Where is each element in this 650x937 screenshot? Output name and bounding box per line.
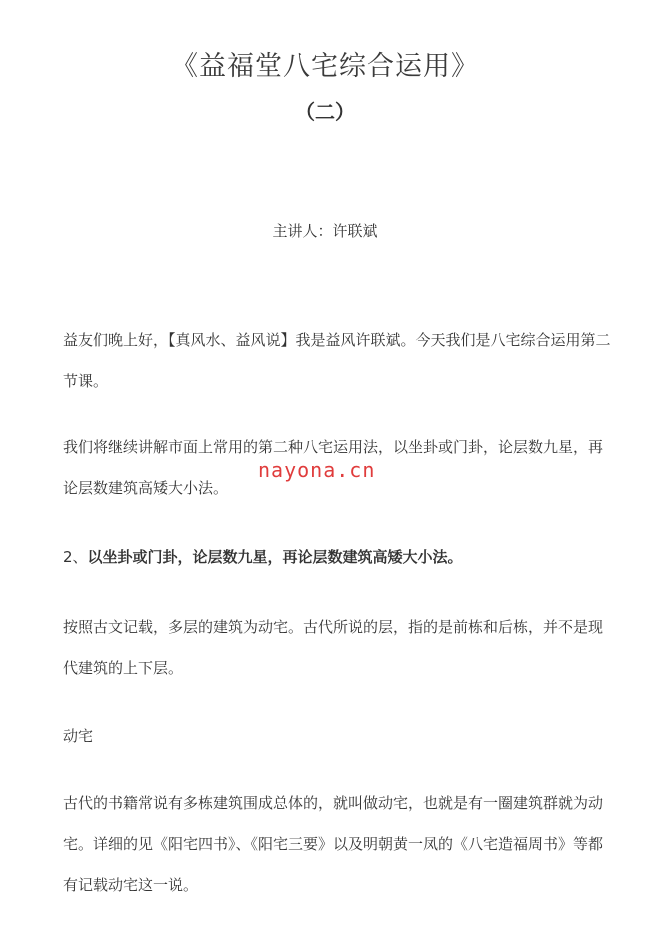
document-subtitle: （二） bbox=[295, 100, 355, 124]
section-heading-number: 2、 bbox=[63, 548, 88, 566]
section-heading bbox=[63, 537, 613, 578]
paragraph-dongzhai-label: 动宅 bbox=[63, 727, 94, 745]
speaker-line: 主讲人：许联斌 bbox=[272, 222, 378, 240]
section-heading-text: 以坐卦或门卦，论层数九星，再论层数建筑高矮大小法。 bbox=[87, 548, 463, 566]
paragraph-history: 按照古文记载，多层的建筑为动宅。古代所说的层，指的是前栋和后栋，并不是现代建筑的上下层。 bbox=[63, 618, 604, 677]
paragraph-intro: 我们将继续讲解市面上常用的第二种八宅运用法，以坐卦或门卦，论层数九星，再论层数建筑高矮大小法。 bbox=[63, 438, 604, 497]
paragraph-greeting: 益友们晚上好，【真风水、益风说】我是益风许联斌。今天我们是八宅综合运用第二节课。 bbox=[63, 331, 611, 390]
watermark-text: nayona.cn bbox=[258, 458, 376, 482]
paragraph-dongzhai-detail: 古代的书籍常说有多栋建筑围成总体的，就叫做动宅，也就是有一圈建筑群就为动宅。详细的见《阳宅四书》、《阳宅三要》以及明朝黄一凤的《八宅造福周书》等都有记载动宅这一说。 bbox=[63, 794, 604, 894]
document-title: 《益福堂八宅综合运用》 bbox=[171, 51, 479, 82]
